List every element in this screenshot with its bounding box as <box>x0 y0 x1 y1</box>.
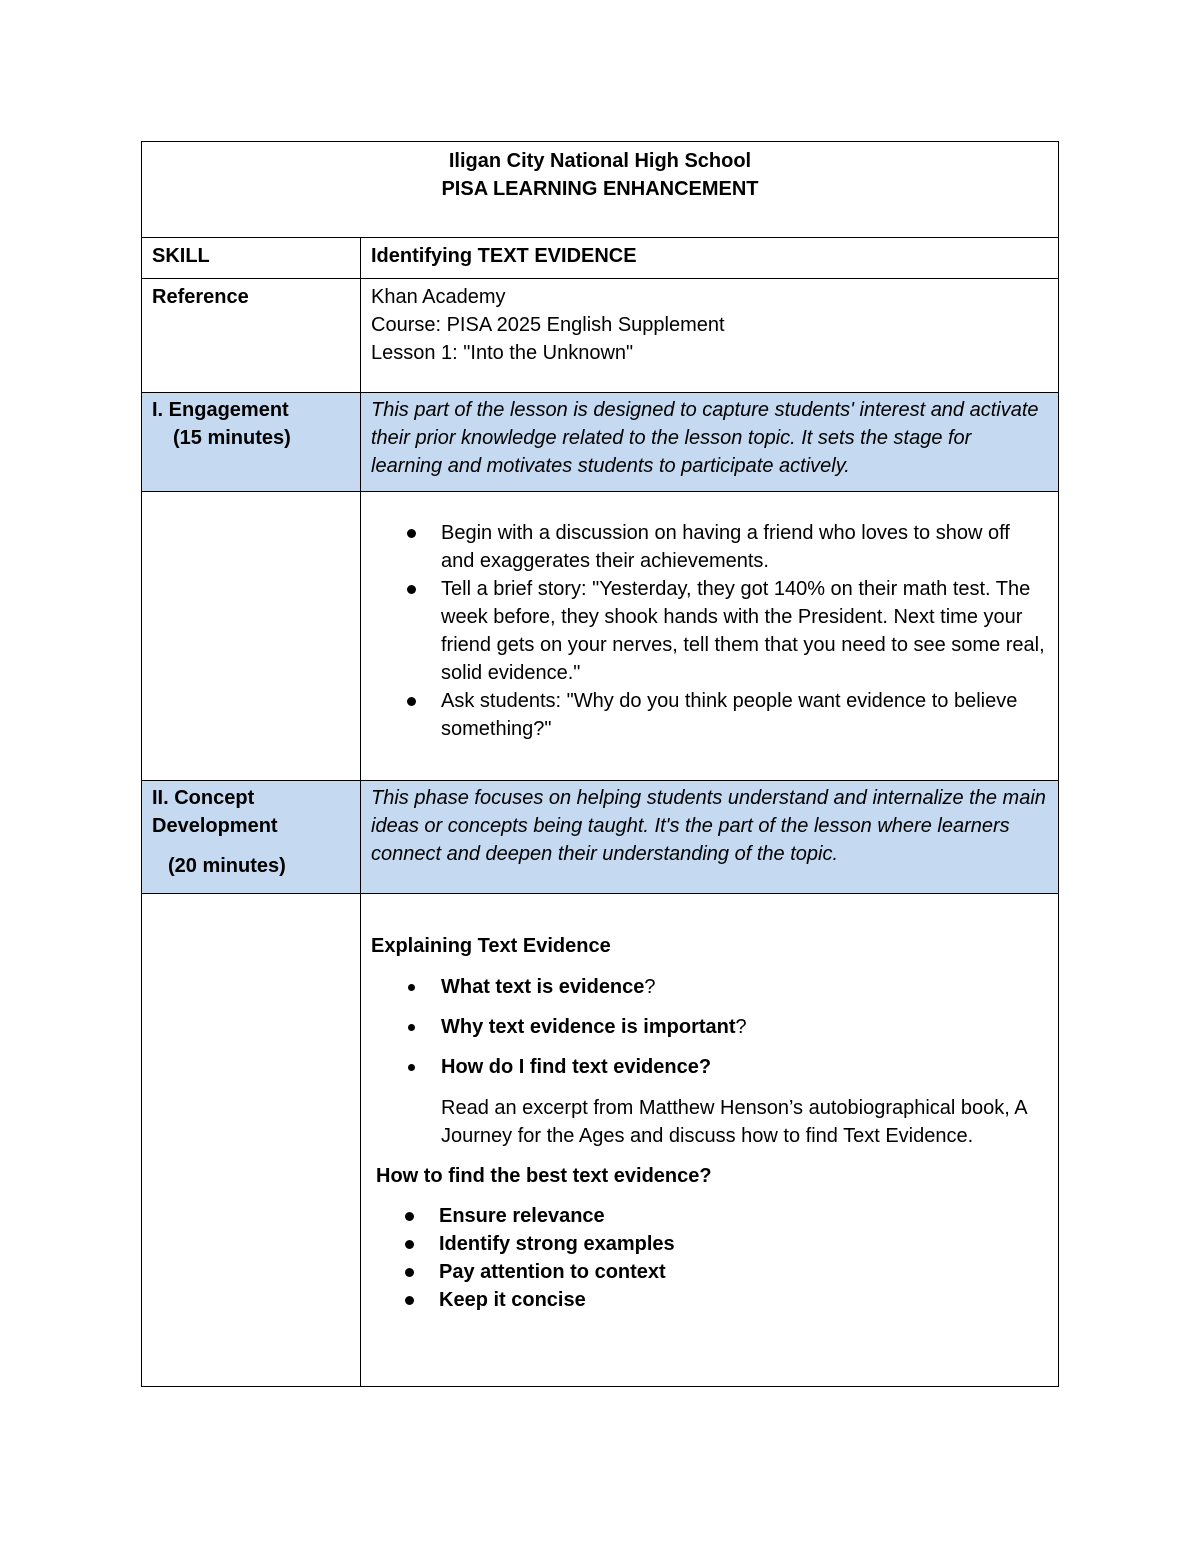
bullet-icon <box>408 1024 415 1031</box>
concept-label: II. Concept Development <box>152 787 278 837</box>
header-row <box>142 142 1059 238</box>
list-item: Ask students: "Why do you think people want evidence to believe something?" <box>371 687 1048 743</box>
bullet-icon <box>407 529 416 538</box>
list-item: How do I find text evidence? <box>371 1053 1048 1081</box>
skill-label: SKILL <box>142 238 361 279</box>
engagement-label: I. Engagement <box>152 399 289 421</box>
list-item: Pay attention to context <box>371 1258 1048 1286</box>
engagement-row <box>142 393 1059 492</box>
concept-label-cell <box>142 781 361 894</box>
reference-row <box>142 279 1059 393</box>
engagement-activities-row <box>142 492 1059 781</box>
list-item: Begin with a discussion on having a friend who loves to show off and exaggerates their achievements. <box>371 519 1048 575</box>
bullet-icon <box>405 1212 414 1221</box>
question-list <box>371 973 1048 1081</box>
empty-cell <box>142 492 361 781</box>
bullet-icon <box>407 585 416 594</box>
bullet-icon <box>405 1268 414 1277</box>
concept-content-row <box>142 894 1059 1387</box>
concept-content-cell <box>361 894 1059 1387</box>
bullet-icon <box>405 1240 414 1249</box>
list-item: Ensure relevance <box>371 1202 1048 1230</box>
engagement-activities-cell <box>361 492 1059 781</box>
list-item: Why text evidence is important? <box>371 1013 1048 1041</box>
reference-line: Lesson 1: "Into the Unknown" <box>371 342 634 364</box>
program-title: PISA LEARNING ENHANCEMENT <box>441 178 759 200</box>
concept-row <box>142 781 1059 894</box>
list-item: Identify strong examples <box>371 1230 1048 1258</box>
activity-list <box>371 519 1048 743</box>
skill-row <box>142 238 1059 279</box>
bullet-icon <box>408 984 415 991</box>
concept-description: This phase focuses on helping students understand and internalize the main ideas or concepts being taught. It's the part of the lesson where learners connect and deepen their understanding of the topic. <box>361 781 1059 894</box>
section-heading: Explaining Text Evidence <box>371 935 611 957</box>
bullet-icon <box>408 1064 415 1071</box>
section-heading: How to find the best text evidence? <box>376 1165 712 1187</box>
reference-label: Reference <box>142 279 361 393</box>
bullet-icon <box>405 1296 414 1305</box>
list-item: Keep it concise <box>371 1286 1048 1314</box>
reference-line: Khan Academy <box>371 286 506 308</box>
skill-value: Identifying TEXT EVIDENCE <box>361 238 1059 279</box>
reference-line: Course: PISA 2025 English Supplement <box>371 314 725 336</box>
tip-list <box>371 1202 1048 1314</box>
header-cell <box>142 142 1059 238</box>
bullet-icon <box>407 697 416 706</box>
engagement-duration: (15 minutes) <box>173 427 291 449</box>
empty-cell <box>142 894 361 1387</box>
list-item: What text is evidence? <box>371 973 1048 1001</box>
school-name: Iligan City National High School <box>448 150 752 172</box>
engagement-label-cell <box>142 393 361 492</box>
list-item: Tell a brief story: "Yesterday, they got 140% on their math test. The week before, they shook hands with the President. Next time your friend gets on your nerves, tell them that you need to see some real, solid evidence." <box>371 575 1048 687</box>
lesson-plan-table <box>141 141 1059 1387</box>
excerpt-text: Read an excerpt from Matthew Henson’s autobiographical book, A Journey for the Ages and discuss how to find Text Evidence. <box>441 1097 1027 1147</box>
engagement-description: This part of the lesson is designed to capture students' interest and activate their prior knowledge related to the lesson topic. It sets the stage for learning and motivates students to participate actively. <box>361 393 1059 492</box>
reference-value <box>361 279 1059 393</box>
concept-duration: (20 minutes) <box>168 855 286 877</box>
